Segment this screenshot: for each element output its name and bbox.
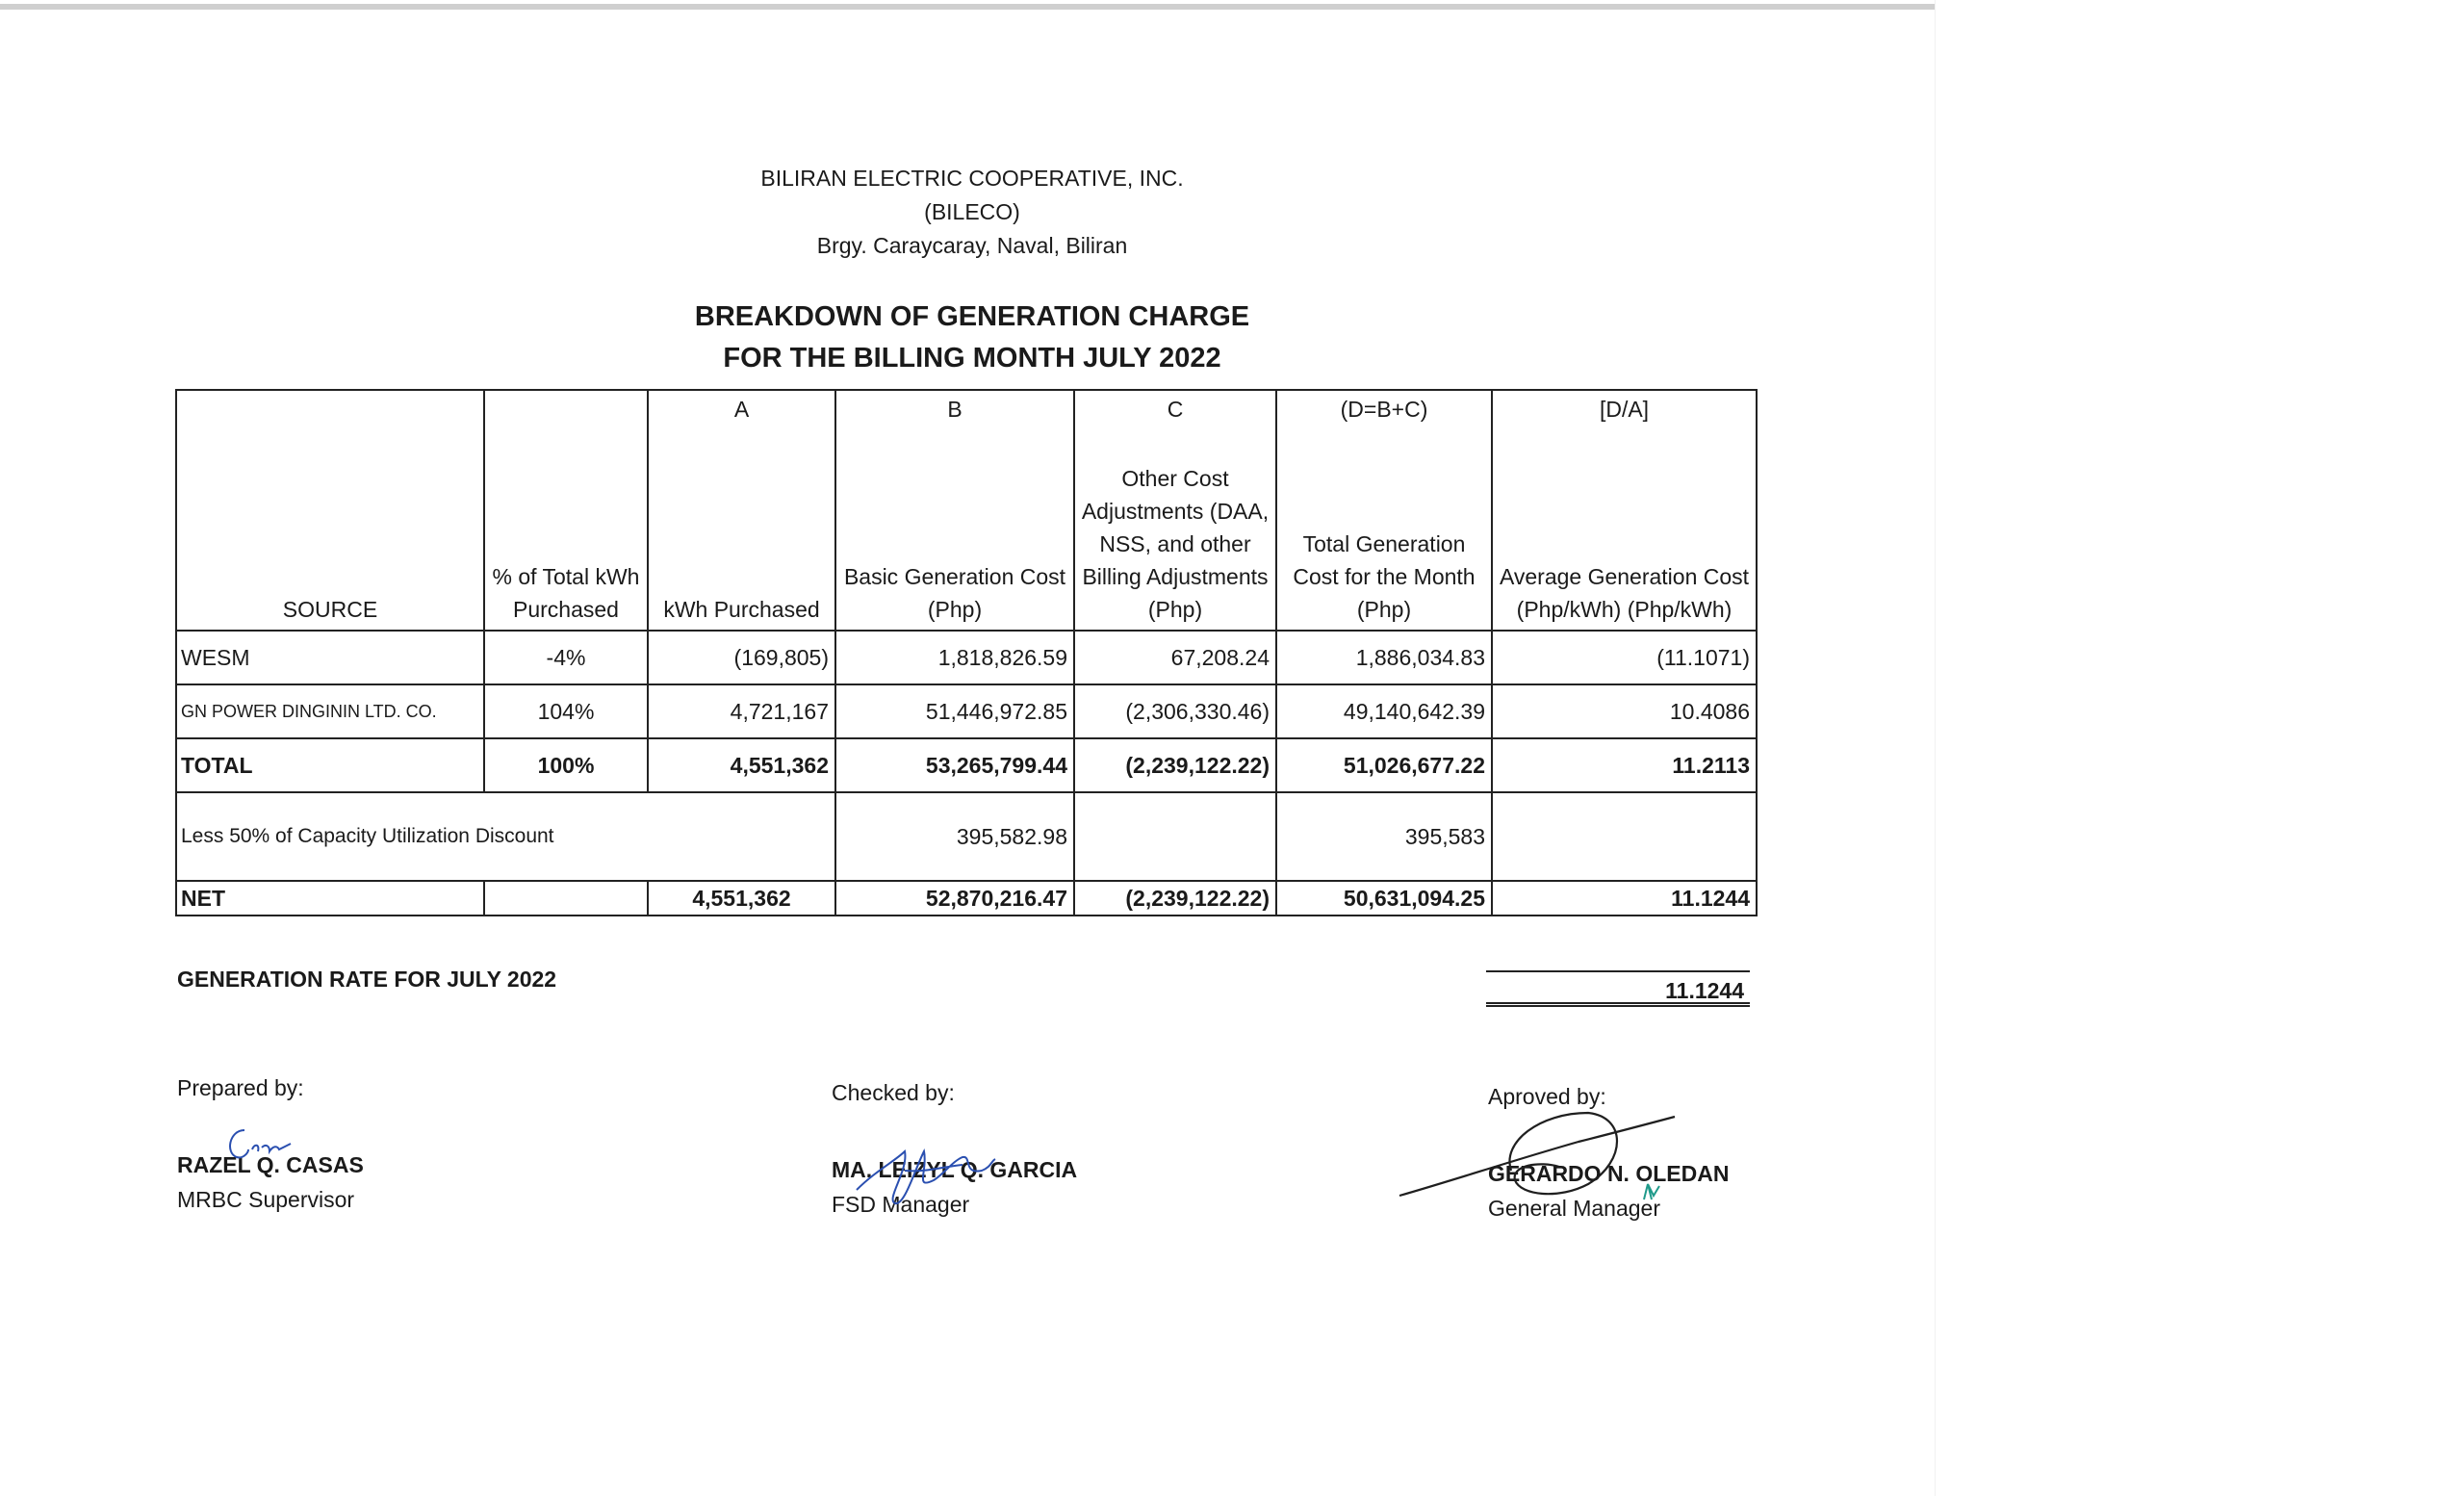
company-address: Brgy. Caraycaray, Naval, Biliran [816,233,1128,258]
approved-by-name: GERARDO N. OLEDAN [1488,1161,1730,1186]
prepared-by-label: Prepared by: [177,1075,304,1100]
source-cell: WESM [176,631,484,684]
scan-margin [1935,0,2464,1496]
checked-by-position: FSD Manager [832,1192,970,1217]
column-letter-b: B [947,397,962,422]
header-percent-kwh: % of Total kWh Purchased [484,390,648,631]
discount-basic-cost: 395,582.98 [835,792,1074,881]
total-percent: 100% [484,738,648,792]
total-other-cost: (2,239,122.22) [1074,738,1276,792]
column-letter-c: C [1167,397,1184,422]
checked-by-name: MA. LEIZYL Q. GARCIA [832,1157,1078,1182]
table-row [176,684,1757,738]
total-row [176,738,1757,792]
prepared-by-position: MRBC Supervisor [177,1187,355,1212]
net-kwh: 4,551,362 [648,881,835,916]
approved-by-label: Aproved by: [1488,1084,1606,1109]
company-abbreviation: (BILECO) [924,199,1020,224]
discount-row [176,792,1757,881]
table-header-row [176,390,1757,631]
checked-by-block [832,1075,1077,1222]
scan-top-edge [0,4,1935,10]
approved-by-position: General Manager [1488,1196,1660,1221]
discount-average-cost [1492,792,1757,881]
total-generation-cost: 51,026,677.22 [1276,738,1492,792]
generation-rate-label: GENERATION RATE FOR JULY 2022 [177,967,557,992]
basic-cost-cell: 51,446,972.85 [835,684,1074,738]
approved-by-block [1488,1079,1729,1225]
company-name: BILIRAN ELECTRIC COOPERATIVE, INC. [760,166,1184,191]
net-basic-cost: 52,870,216.47 [835,881,1074,916]
document-title [635,297,1309,379]
column-letter-d-over-a: [D/A] [1599,397,1650,422]
generation-charge-table [175,389,1758,916]
header-basic-generation-cost: B Basic Generation Cost (Php) [835,390,1074,631]
header-total-generation-cost: (D=B+C) Total Generation Cost for the Month (Php) [1276,390,1492,631]
source-cell: GN POWER DINGININ LTD. CO. [176,684,484,738]
total-cost-cell: 49,140,642.39 [1276,684,1492,738]
header-kwh-purchased: A kWh Purchased [648,390,835,631]
net-row [176,881,1757,916]
total-basic-cost: 53,265,799.44 [835,738,1074,792]
header-average-generation-cost: [D/A] Average Generation Cost (Php/kWh) (Php/kWh) [1492,390,1757,631]
net-average-cost: 11.1244 [1492,881,1757,916]
total-label: TOTAL [176,738,484,792]
title-line-2: FOR THE BILLING MONTH JULY 2022 [723,343,1221,374]
letterhead [674,162,1270,263]
kwh-cell: 4,721,167 [648,684,835,738]
discount-total-cost: 395,583 [1276,792,1492,881]
total-kwh: 4,551,362 [648,738,835,792]
average-cost-cell: (11.1071) [1492,631,1757,684]
average-cost-cell: 10.4086 [1492,684,1757,738]
basic-cost-cell: 1,818,826.59 [835,631,1074,684]
generation-rate-value: 11.1244 [1486,970,1750,1007]
title-line-1: BREAKDOWN OF GENERATION CHARGE [694,301,1250,332]
column-letter-a: A [733,397,750,422]
other-cost-cell: (2,306,330.46) [1074,684,1276,738]
prepared-by-name: RAZEL Q. CASAS [177,1152,364,1177]
header-source: SOURCE [176,390,484,631]
net-other-cost: (2,239,122.22) [1074,881,1276,916]
table-row [176,631,1757,684]
percent-cell: 104% [484,684,648,738]
checked-by-label: Checked by: [832,1080,955,1105]
net-percent [484,881,648,916]
percent-cell: -4% [484,631,648,684]
total-cost-cell: 1,886,034.83 [1276,631,1492,684]
prepared-by-block [177,1070,364,1217]
total-average-cost: 11.2113 [1492,738,1757,792]
discount-other-cost [1074,792,1276,881]
discount-label: Less 50% of Capacity Utilization Discount [176,792,835,881]
kwh-cell: (169,805) [648,631,835,684]
net-label: NET [176,881,484,916]
column-letter-d: (D=B+C) [1340,397,1428,422]
net-total-cost: 50,631,094.25 [1276,881,1492,916]
header-other-cost-adjustments: C Other Cost Adjustments (DAA, NSS, and other Billing Adjustments (Php) [1074,390,1276,631]
other-cost-cell: 67,208.24 [1074,631,1276,684]
